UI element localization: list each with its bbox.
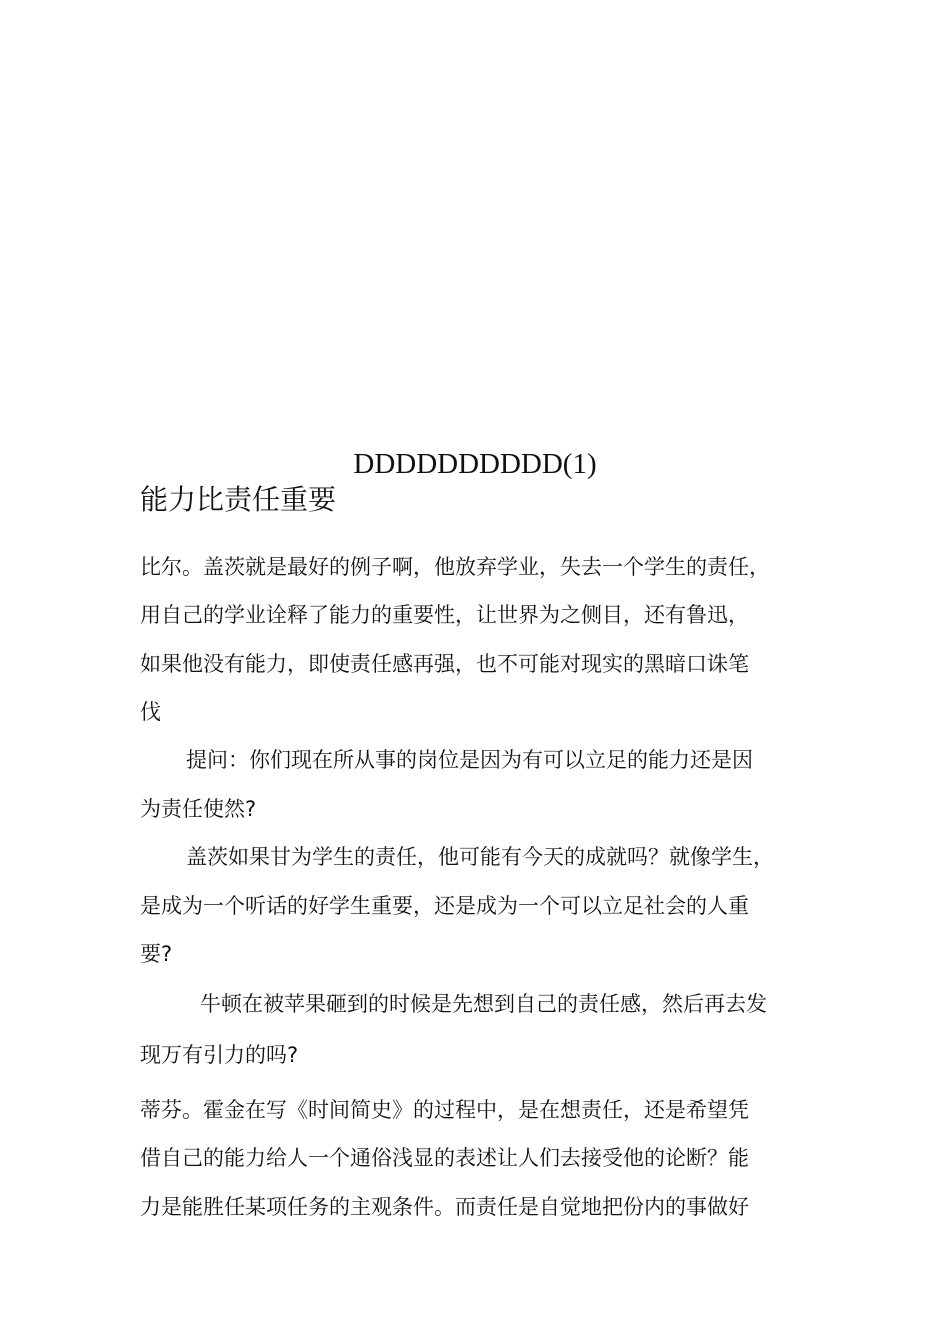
paragraph-line: 提问：你们现在所从事的岗位是因为有可以立足的能力还是因 bbox=[186, 748, 753, 772]
page-title: 能力比责任重要 bbox=[140, 483, 337, 516]
paragraph-line: 伐 bbox=[140, 700, 161, 724]
paragraph-line: 要? bbox=[140, 942, 173, 966]
document-header: DDDDDDDDDD(1) bbox=[353, 448, 597, 480]
paragraph-line: 现万有引力的吗? bbox=[140, 1043, 299, 1067]
paragraph-line: 如果他没有能力，即使责任感再强，也不可能对现实的黑暗口诛笔 bbox=[140, 652, 749, 676]
paragraph-line: 借自己的能力给人一个通俗浅显的表述让人们去接受他的论断？能 bbox=[140, 1146, 749, 1170]
paragraph-line: 牛顿在被苹果砸到的时候是先想到自己的责任感，然后再去发 bbox=[200, 992, 767, 1016]
paragraph-line: 是成为一个听话的好学生重要，还是成为一个可以立足社会的人重 bbox=[140, 894, 749, 918]
paragraph-line: 为责任使然? bbox=[140, 797, 257, 821]
paragraph-line: 比尔。盖茨就是最好的例子啊，他放弃学业，失去一个学生的责任， bbox=[140, 555, 770, 579]
paragraph-line: 力是能胜任某项任务的主观条件。而责任是自觉地把份内的事做好 bbox=[140, 1195, 749, 1219]
paragraph-line: 盖茨如果甘为学生的责任，他可能有今天的成就吗？就像学生， bbox=[186, 845, 774, 869]
paragraph-line: 蒂芬。霍金在写《时间简史》的过程中，是在想责任，还是希望凭 bbox=[140, 1098, 749, 1122]
paragraph-line: 用自己的学业诠释了能力的重要性，让世界为之侧目，还有鲁迅， bbox=[140, 603, 749, 627]
